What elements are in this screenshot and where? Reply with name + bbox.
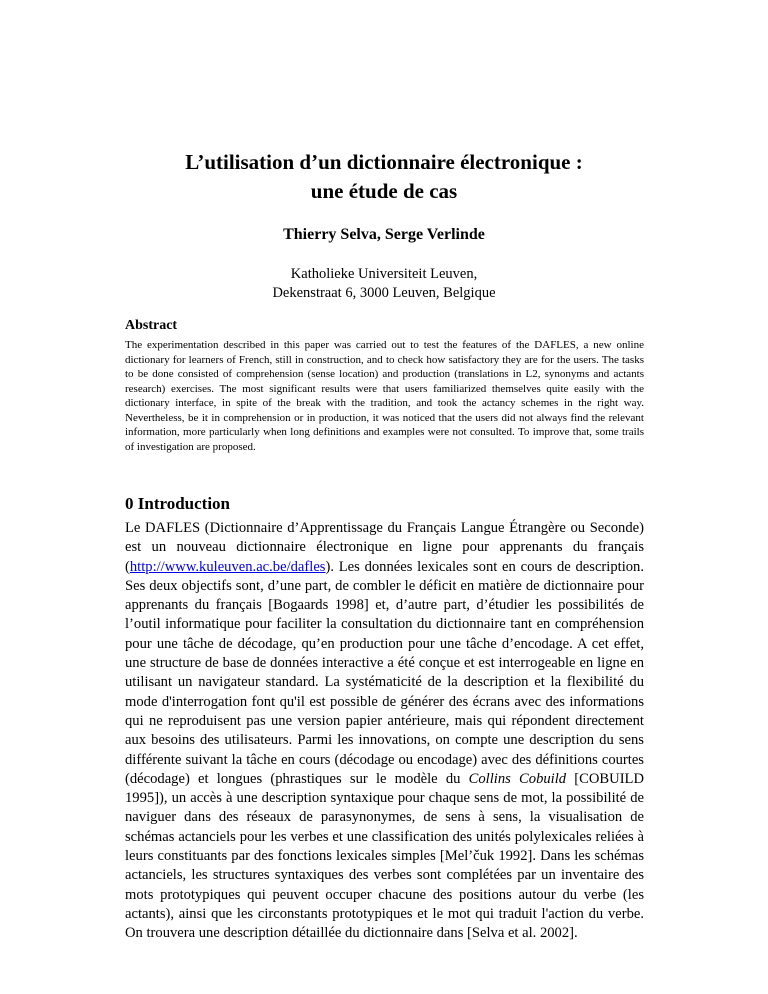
abstract-text: The experimentation described in this paper was carried out to test the features of the DAFLES, a new online dictionary for learners of French, still in construction, and to check how satisfactory they are for the users. The tasks to be done consisted of comprehension (sense location) and production (translations in L2, synonyms and actants research) exercises. The most significant results were that users familiarized themselves quite easily with the dictionary interface, in spite of the break with the tradition, and took the actancy schemes in the right way. Nevertheless, be it in comprehension or in production, it was noticed that the users did not always find the relevant information, more particularly when long definitions and examples were not consulted. To improve that, some trails of investigation are proposed. (125, 339, 644, 453)
introduction-text-part-3: [COBUILD 1995]), un accès à une description syntaxique pour chaque sens de mot, la possibilité de naviguer dans des réseaux de parasynonymes, de sens à sens, la visualisation de schémas actanciels pour les verbes et une classification des unités polylexicales reliées à leurs constituants par des fonctions lexicales simples [Mel’čuk 1992]. Dans les schémas actanciels, les structures syntaxiques des verbes sont complétées par un inventaire des mots prototypiques qui peuvent occuper chacune des positions autour du verbe (les actants), ainsi que les circonstants prototypiques et le mot qui traduit l'action du verbe. On trouvera une description détaillée du dictionnaire dans [Selva et al. 2002]. (125, 770, 645, 942)
affiliation (0, 265, 768, 303)
dafles-url-link[interactable]: http://www.kuleuven.ac.be/dafles (129, 558, 326, 575)
paper-title (0, 148, 768, 206)
introduction-text-part-1: Le DAFLES (Dictionnaire d’Apprentissage du Français Langue Étrangère ou Seconde) est un nouveau dictionnaire électronique en ligne pour apprenants du français ( (125, 520, 644, 575)
affiliation-line-1: Katholieke Universiteit Leuven, (290, 266, 478, 282)
introduction-paragraph (125, 519, 644, 944)
collins-cobuild-italic: Collins Cobuild (468, 770, 567, 787)
abstract-heading: Abstract (125, 318, 178, 333)
affiliation-line-2: Dekenstraat 6, 3000 Leuven, Belgique (272, 285, 496, 301)
title-line-1: L’utilisation d’un dictionnaire électronique : (185, 150, 583, 174)
introduction-heading: 0 Introduction (125, 494, 231, 513)
title-line-2: une étude de cas (310, 179, 458, 203)
introduction-text-part-2: ). Les données lexicales sont en cours de description. Ses deux objectifs sont, d’une part, de combler le déficit en matière de dictionnaire pour apprenants du français [Bogaards 1998] et, d’autre part, d’étudier les possibilités de l’outil informatique pour faciliter la consultation du dictionnaire tant en compréhension pour une tâche de décodage, qu’en production pour une tâche d’encodage. A cet effet, une structure de base de données interactive a été conçue et est interrogeable en ligne en utilisant un navigateur standard. La systématicité de la description et la flexibilité du mode d'interrogation font qu'il est possible de générer des écrans avec des informations qui ne reproduisent pas une version papier antérieure, mais qui répondent directement aux besoins des utilisateurs. Parmi les innovations, on compte une description du sens différente suivant la tâche en cours (décodage ou encodage) avec des définitions courtes (décodage) et longues (phrastiques sur le modèle du (125, 558, 644, 787)
author-list: Thierry Selva, Serge Verlinde (283, 226, 485, 243)
